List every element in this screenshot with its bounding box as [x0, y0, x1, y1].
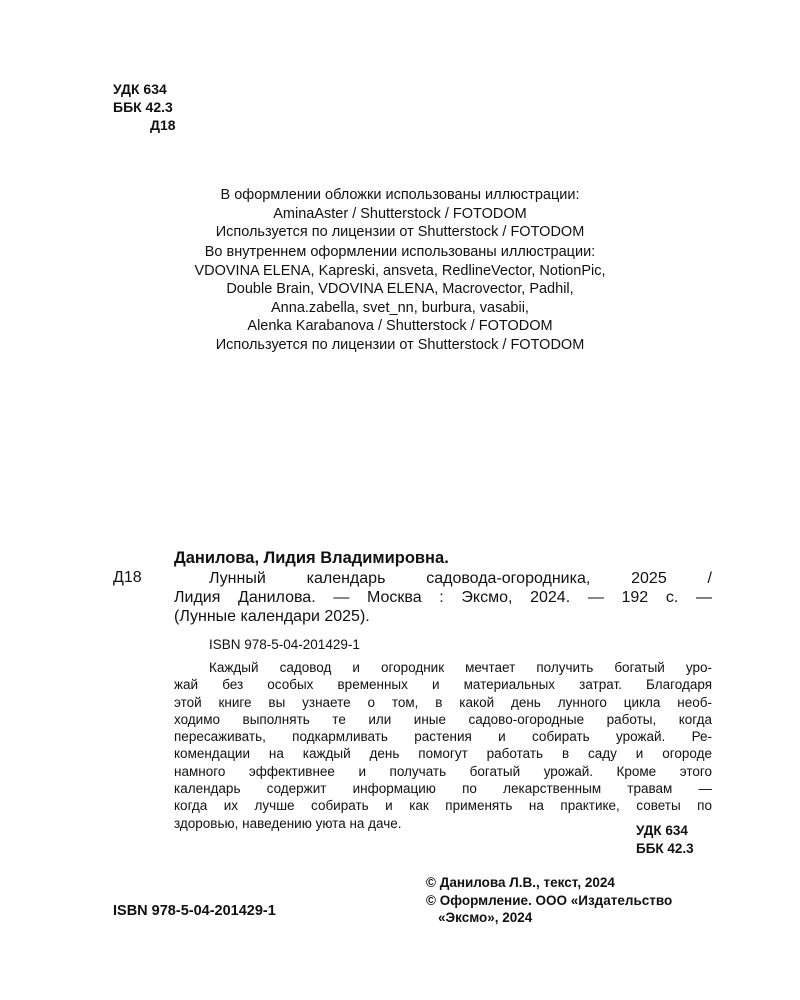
credit-line: Во внутреннем оформлении использованы иллюстрации:: [204, 244, 596, 260]
description-line: Лидия Данилова. — Москва : Эксмо, 2024. — 192 с. —: [174, 589, 712, 606]
credit-line: Используется по лицензии от Shutterstock / FOTODOM: [215, 336, 585, 353]
annotation-line: комендации на каждый день помогут работать в саду и огороде: [174, 746, 712, 762]
catalog-cutter: Д18: [113, 569, 142, 586]
annotation-line: когда их лучше собирать и как применять на практике, советы по: [174, 798, 712, 814]
catalog-isbn: ISBN 978-5-04-201429-1: [209, 637, 360, 652]
copyright-block: [426, 874, 672, 927]
annotation-line: намного эффективнее и получать богатый урожай. Кроме этого: [174, 763, 712, 779]
annotation-line: ходимо выполнять те или иные садово-огородные работы, когда: [174, 711, 712, 727]
copyright-line: © Данилова Л.В., текст, 2024: [426, 875, 615, 890]
credit-line: Double Brain, VDOVINA ELENA, Macrovector, Padhil,: [226, 281, 574, 297]
annotation-line: здоровью, наведению уюта на даче.: [174, 815, 402, 831]
footer-bbk-code: ББК 42.3: [636, 840, 694, 856]
cover-credits: [0, 186, 800, 242]
description-line: (Лунные календари 2025).: [174, 608, 370, 625]
credit-line: AminaAster / Shutterstock / FOTODOM: [273, 205, 527, 222]
annotation-line: жай без особых временных и материальных затрат. Благодаря: [174, 677, 712, 693]
interior-credits: [0, 243, 800, 354]
copyright-line: «Эксмо», 2024: [438, 910, 533, 925]
annotation: [174, 659, 712, 832]
bbk-code: ББК 42.3: [113, 99, 173, 115]
annotation-line: пересаживать, подкармливать растения и собирать урожай. Ре-: [174, 729, 712, 745]
udk-code: УДК 634: [113, 81, 167, 97]
annotation-line: календарь содержит информацию по лекарственным травам —: [174, 781, 712, 797]
credit-line: В оформлении обложки использованы иллюстрации:: [220, 187, 580, 203]
copyright-line: © Оформление. ООО «Издательство: [426, 892, 673, 908]
classification-codes: [113, 80, 176, 134]
author-mark: Д18: [150, 117, 176, 133]
description-line: Лунный календарь садовода-огородника, 2025 /: [209, 570, 712, 587]
credit-line: Используется по лицензии от Shutterstock / FOTODOM: [215, 224, 585, 240]
credit-line: VDOVINA ELENA, Kapreski, ansveta, RedlineVector, NotionPic,: [194, 262, 606, 279]
catalog-description: [174, 569, 712, 626]
footer-udk-code: УДК 634: [636, 823, 688, 838]
credit-line: Alenka Karabanova / Shutterstock / FOTODOM: [247, 318, 553, 334]
footer-isbn: ISBN 978-5-04-201429-1: [113, 903, 276, 919]
annotation-line: Каждый садовод и огородник мечтает получить богатый уро-: [209, 660, 712, 675]
catalog-author-heading: Данилова, Лидия Владимировна.: [174, 549, 449, 567]
annotation-line: этой книге вы узнаете о том, в какой день лунного цикла необ-: [174, 694, 712, 710]
footer-classification-codes: [636, 822, 694, 857]
credit-line: Anna.zabella, svet_nn, burbura, vasabii,: [271, 299, 529, 316]
